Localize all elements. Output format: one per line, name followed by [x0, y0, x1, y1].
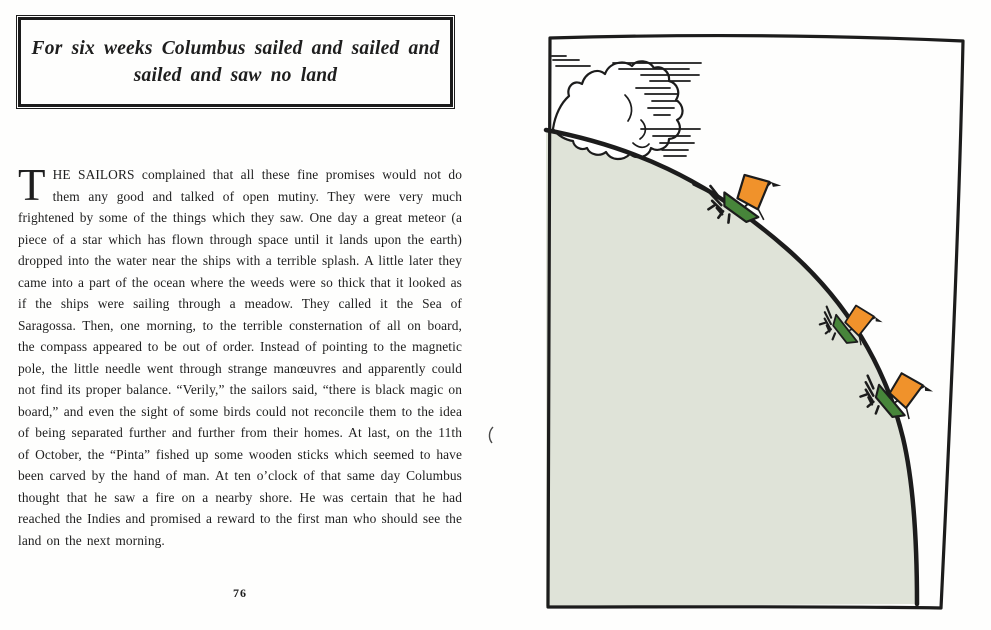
- paragraph-lead: HE SAILORS: [52, 167, 135, 182]
- drop-cap: T: [18, 160, 46, 210]
- page-number: 76: [233, 586, 247, 600]
- chapter-title-line-1: For six weeks Columbus sailed and sailed and: [31, 38, 440, 59]
- stray-ink-mark: [489, 427, 493, 443]
- paragraph-text: complained that all these fine promises would not do them any good and talked of open mutiny. They were very much frightened by some of the things which they saw. One day a great meteor (a piece of a star which has flown through space until it lands upon the earth) dropped into the water near the ships with a terrible splash. A little later they came into a part of the ocean where the weeds were so thick that it looked as if the ships were sailing through a meadow. They called it the Sea of Saragossa. Then, one morning, to the terrible consternation of all on board, the compass appeared to be out of order. Instead of pointing to the magnetic pole, the little needle went through strange manœuvres and apparently could not find its proper balance. “Verily,” the sailors said, “there is black magic on board,” and even the sight of some birds could not reconcile them to the idea of being separated further and further from their homes. At last, on the 11th of October, the “Pinta” fished up some wooden sticks which seemed to have been carved by the hand of man. At ten o’clock of that same day Columbus thought that he saw a fire on a nearby shore. He was certain that he had reached the Indies and promised a reward to the first man who should see the land on the next morning.: [18, 167, 463, 548]
- chapter-title-line-2: sailed and saw no land: [133, 65, 338, 86]
- cloud: [552, 56, 701, 159]
